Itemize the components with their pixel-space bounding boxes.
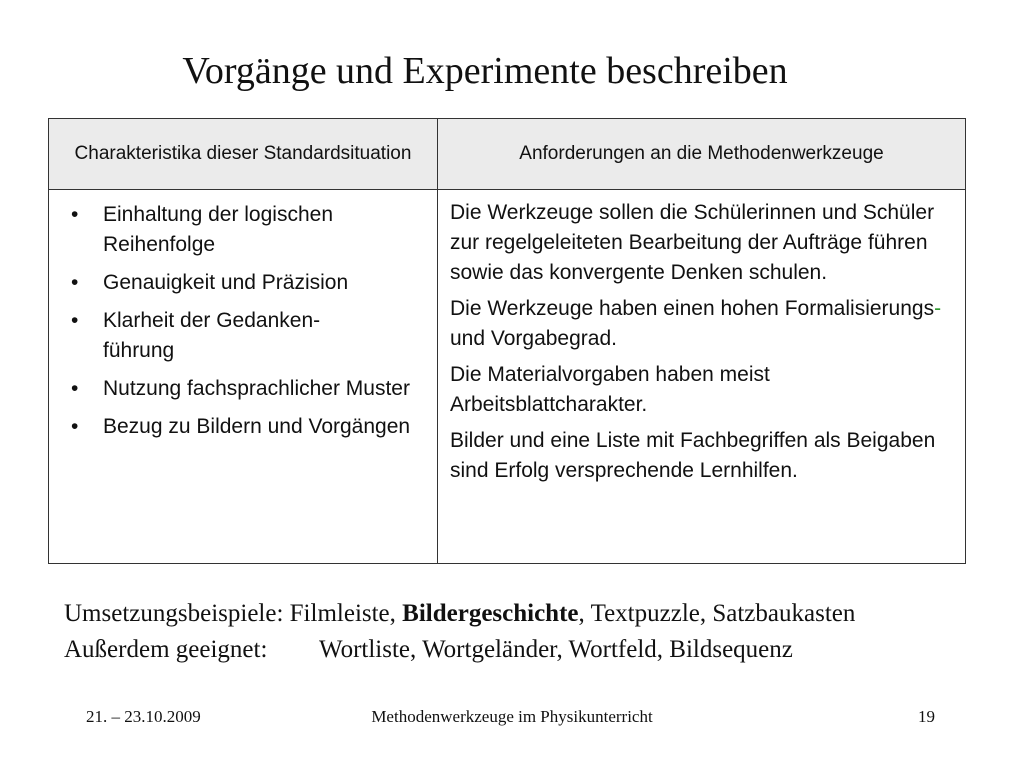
examples-section [64,596,855,668]
examples-label: Außerdem geeignet: [64,636,268,663]
list-item-text: Klarheit der Gedanken-führung [103,309,321,362]
requirement-text: Die Werkzeuge haben einen hohen Formalisierungs [450,297,935,320]
list-item [67,306,427,366]
requirements-cell [438,190,966,564]
comparison-table [48,118,966,564]
table-header-row [49,119,965,190]
footer-title: Methodenwerkzeuge im Physikunterricht [371,707,653,726]
characteristics-cell [49,190,438,564]
bullet-icon: • [71,415,79,438]
examples-text: , Textpuzzle, Satzbaukasten [578,600,856,627]
bullet-icon: • [71,203,79,226]
list-item-text: Bezug zu Bildern und Vorgängen [103,415,411,438]
list-item [67,200,427,260]
requirement-paragraph: Die Werkzeuge sollen die Schülerinnen und Schüler zur regelgeleiteten Bearbeitung der Aufträge führen sowie das konvergente Denken schulen. [450,201,935,284]
slide-title: Vorgänge und Experimente beschreiben [182,50,788,92]
examples-text: Wortliste, Wortgeländer, Wortfeld, Bildsequenz [319,636,793,663]
requirement-paragraph [450,294,953,354]
requirement-paragraph: Bilder und eine Liste mit Fachbegriffen als Beigaben sind Erfolg versprechende Lernhilfen. [450,429,936,482]
bullet-icon: • [71,271,79,294]
header-characteristics: Charakteristika dieser Standardsituation [49,119,438,190]
examples-row-implementation [64,596,855,632]
examples-label: Umsetzungsbeispiele: [64,600,284,627]
footer-page-number: 19 [918,707,935,726]
footer-date: 21. – 23.10.2009 [86,707,201,726]
list-item [67,412,427,442]
header-requirements: Anforderungen an die Methodenwerkzeuge [438,119,966,190]
examples-text: Filmleiste, [283,600,403,627]
examples-row-additional [64,632,855,668]
list-item-text: Nutzung fachsprachlicher Muster [103,377,410,400]
bullet-icon: • [71,309,79,332]
table-grid [49,119,965,563]
list-item [67,374,427,404]
list-item-text: Einhaltung der logischen Reihenfolge [103,203,333,256]
list-item [67,268,427,298]
list-item-text: Genauigkeit und Präzision [103,271,349,294]
bullet-icon: • [71,377,79,400]
table-body-row [49,190,965,564]
requirement-paragraph: Die Materialvorgaben haben meist Arbeitsblattcharakter. [450,363,770,416]
examples-bold-text: Bildergeschichte [402,600,579,627]
requirement-text: und Vorgabegrad. [450,327,617,350]
highlight-dash: - [934,297,942,320]
characteristics-list [49,190,437,442]
requirements-text [438,190,965,486]
